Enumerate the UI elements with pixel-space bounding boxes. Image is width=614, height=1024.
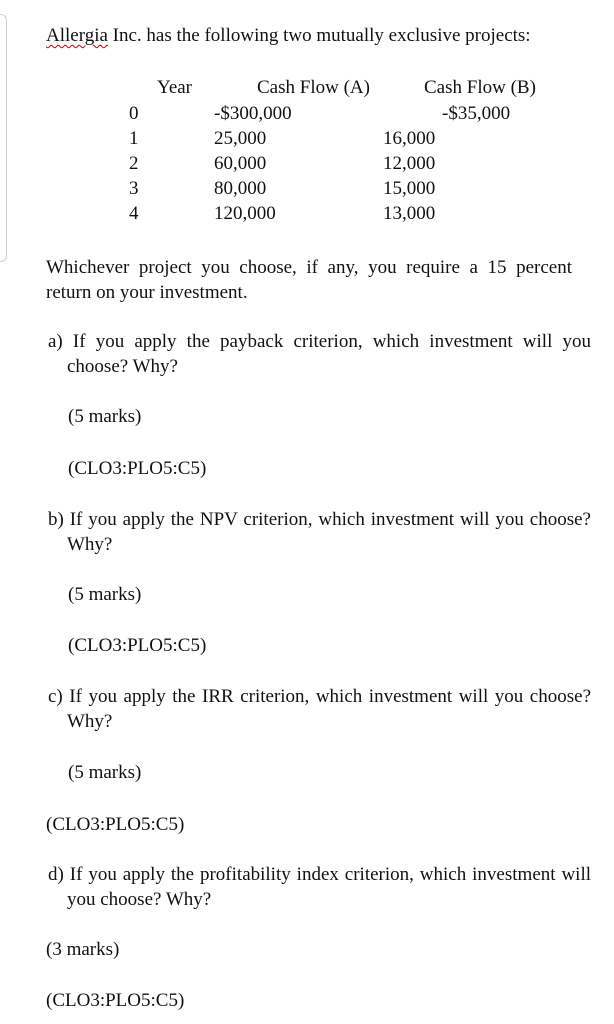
question-text: If you apply the IRR criterion, which investment will you choose? Why? — [67, 686, 591, 732]
question-text: If you apply the NPV criterion, which investment will you choose? Why? — [67, 509, 591, 555]
clo-code-a: (CLO3:PLO5:C5) — [68, 458, 207, 479]
question-text: If you apply the payback criterion, which investment will you choose? Why? — [67, 331, 591, 377]
question-label: c) — [48, 686, 63, 707]
marks-c: (5 marks) — [68, 762, 142, 783]
intro-sentence — [46, 25, 531, 47]
clo-code-c: (CLO3:PLO5:C5) — [46, 814, 185, 835]
clo-code-b: (CLO3:PLO5:C5) — [68, 635, 207, 656]
question-label: b) — [48, 509, 64, 530]
cell-year: 4 — [129, 203, 139, 224]
marks-b: (5 marks) — [68, 584, 142, 605]
cell-cash-flow-b: 15,000 — [383, 178, 436, 199]
cell-cash-flow-a: 80,000 — [214, 178, 267, 199]
cell-cash-flow-b: 13,000 — [383, 203, 436, 224]
cell-year: 1 — [129, 128, 139, 149]
cell-year: 3 — [129, 178, 139, 199]
question-d — [48, 862, 591, 912]
question-text: If you apply the profitability index criterion, which investment will you choose? Why? — [67, 864, 591, 910]
question-label: a) — [48, 331, 63, 352]
question-a — [48, 329, 591, 379]
cell-cash-flow-b: 16,000 — [383, 128, 436, 149]
question-b — [48, 507, 591, 557]
cell-year: 2 — [129, 153, 139, 174]
page-edge-marker — [0, 14, 7, 262]
cell-cash-flow-a: 120,000 — [214, 203, 276, 224]
clo-code-d: (CLO3:PLO5:C5) — [46, 990, 185, 1011]
intro-text: Inc. has the following two mutually exclusive projects: — [107, 25, 531, 46]
cell-year: 0 — [129, 103, 139, 124]
required-return-paragraph: Whichever project you choose, if any, you require a 15 percent return on your investment. — [46, 257, 572, 303]
cell-cash-flow-b: 12,000 — [383, 153, 436, 174]
company-name: Allergia — [46, 25, 108, 46]
header-cash-flow-b: Cash Flow (B) — [424, 77, 536, 98]
header-year: Year — [157, 77, 193, 98]
cell-cash-flow-a: -$300,000 — [214, 103, 292, 124]
marks-a: (5 marks) — [68, 406, 142, 427]
question-label: d) — [48, 864, 64, 885]
marks-d: (3 marks) — [46, 939, 120, 960]
cell-cash-flow-a: 25,000 — [214, 128, 267, 149]
question-c — [48, 684, 591, 734]
cell-cash-flow-b: -$35,000 — [442, 103, 511, 124]
cell-cash-flow-a: 60,000 — [214, 153, 267, 174]
header-cash-flow-a: Cash Flow (A) — [257, 77, 370, 98]
